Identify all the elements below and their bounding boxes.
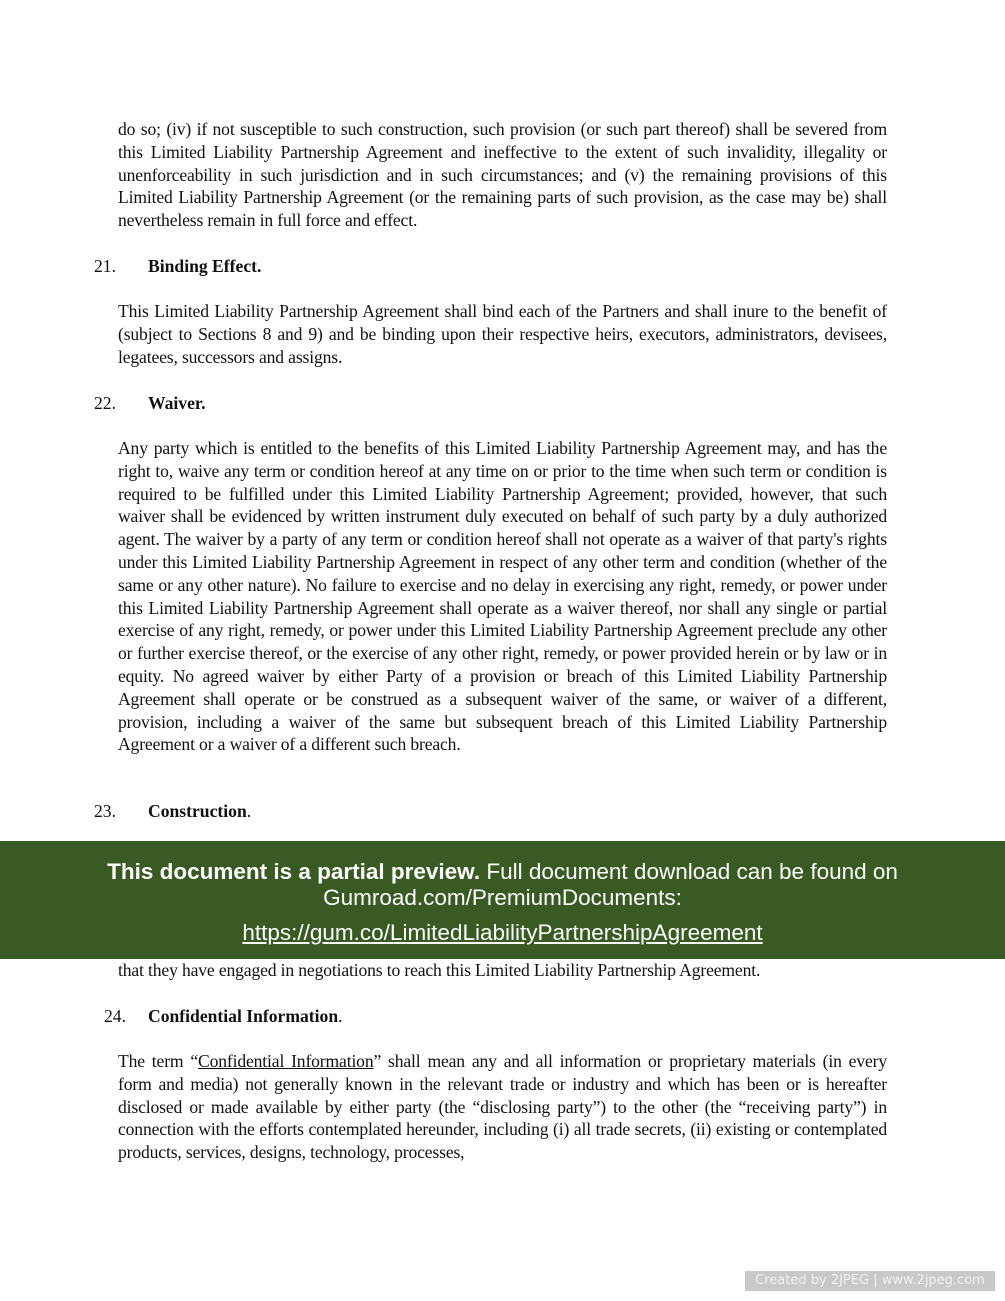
banner-line-1 <box>0 859 1005 885</box>
section-body-23-tail: that they have engaged in negotiations to reach this Limited Liability Partnership Agreement. <box>118 960 761 980</box>
section-title: Construction <box>148 801 247 821</box>
section-number: 23. <box>94 801 116 821</box>
section-number: 22. <box>94 393 116 413</box>
banner-bold-text: This document is a partial preview. <box>107 859 481 884</box>
section-title: Waiver. <box>148 393 206 413</box>
section-body-21: This Limited Liability Partnership Agreement shall bind each of the Partners and shall inure to the benefit of (subject to Sections 8 and 9) and be binding upon their respective heirs, executors, administrators, devisees, legatees, successors and assigns. <box>118 301 887 367</box>
section-number: 21. <box>94 256 116 276</box>
body-rest: ” shall mean any and all information or proprietary materials (in every form and media) not generally known in the relevant trade or industry and which has been or is hereafter disclosed or made available by either party (the “disclosing party”) to the other (the “receiving party”) in connection with the efforts contemplated hereunder, including (i) all trade secrets, (ii) existing or contemplated products, services, designs, technology, processes, <box>118 1051 887 1163</box>
paragraph-severability-continued: do so; (iv) if not susceptible to such construction, such provision (or such part thereof) shall be severed from this Limited Liability Partnership Agreement and ineffective to the extent of such invalidity, illegality or unenforceability in such jurisdiction and in such circumstances; and (v) the remaining provisions of this Limited Liability Partnership Agreement (or the remaining parts of such provision, as the case may be) shall nevertheless remain in full force and effect. <box>118 119 887 231</box>
section-title: Binding Effect. <box>148 256 262 276</box>
section-heading-22 <box>94 392 206 414</box>
section-body-22: Any party which is entitled to the benefits of this Limited Liability Partnership Agreement may, and has the right to, waive any term or condition hereof at any time on or prior to the time when such term or condition is required to be fulfilled under this Limited Liability Partnership Agreement; provided, however, that such waiver shall be evidenced by written instrument duly executed on behalf of such party by a duly authorized agent. The waiver by a party of any term or condition hereof shall not operate as a waiver of that party's rights under this Limited Liability Partnership Agreement in respect of any other term and condition (whether of the same or any other nature). No failure to exercise and no delay in exercising any right, remedy, or power under this Limited Liability Partnership Agreement shall operate as a waiver thereof, nor shall any single or partial exercise of any right, remedy, or power under this Limited Liability Partnership Agreement preclude any other or further exercise thereof, or the exercise of any other right, remedy, or power provided herein or by law or in equity. No agreed waiver by either Party of a provision or breach of this Limited Liability Partnership Agreement shall operate or be construed as a subsequent waiver of the same, or waiver of a different, provision, including a waiver of the same but subsequent breach of this Limited Liability Partnership Agreement or a waiver of a different such breach. <box>118 438 887 755</box>
section-heading-23 <box>94 800 251 822</box>
banner-line-2: Gumroad.com/PremiumDocuments: <box>323 885 682 910</box>
banner-text: Full document download can be found on <box>480 859 898 884</box>
section-heading-24 <box>104 1005 343 1027</box>
banner-link-line <box>0 920 1005 946</box>
watermark: Created by 2JPEG | www.2jpeg.com <box>745 1271 995 1291</box>
section-heading-21 <box>94 255 261 277</box>
section-title: Confidential Information <box>148 1006 339 1026</box>
section-title-suffix: . <box>246 801 252 821</box>
body-prefix: The term “ <box>118 1051 199 1071</box>
defined-term: Confidential Information <box>198 1051 374 1071</box>
partial-preview-banner <box>0 841 1005 959</box>
section-number: 24. <box>104 1006 126 1026</box>
download-link[interactable]: https://gum.co/LimitedLiabilityPartnershipAgreement <box>242 920 763 945</box>
section-body-24 <box>118 1050 887 1164</box>
section-title-suffix: . <box>338 1006 343 1026</box>
